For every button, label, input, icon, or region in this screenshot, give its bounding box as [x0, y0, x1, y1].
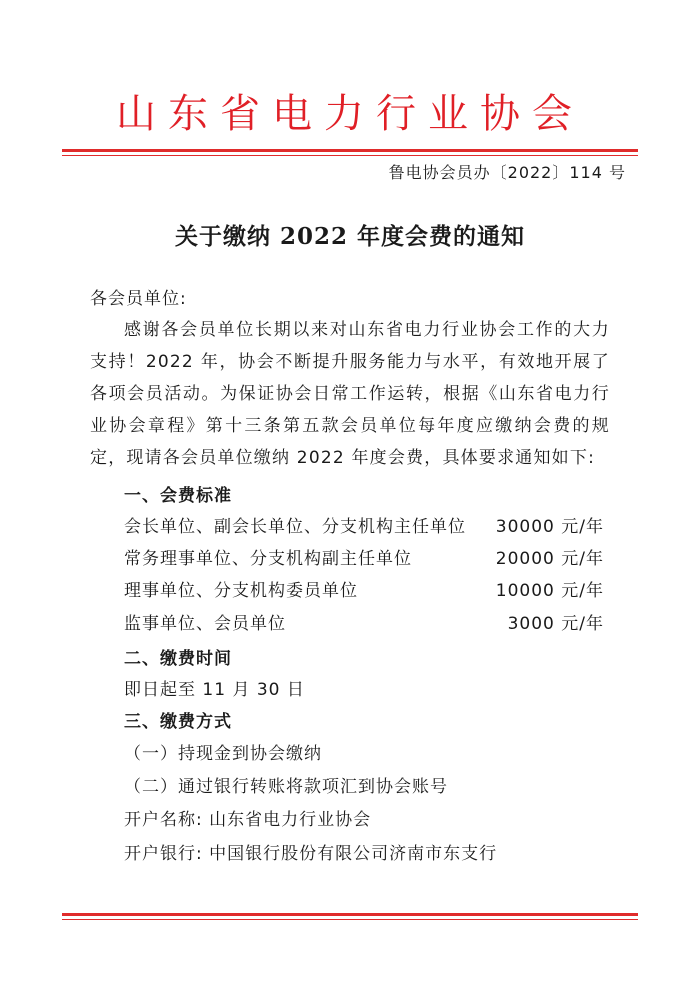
fee-amount: 10000 元/年 — [495, 581, 604, 601]
fee-category: 会长单位、副会长单位、分支机构主任单位 — [124, 517, 466, 537]
intro-paragraph — [90, 314, 610, 474]
fee-category: 监事单位、会员单位 — [124, 614, 286, 634]
letterhead-rule-thick — [62, 149, 638, 152]
footer-rule-thick — [62, 913, 638, 916]
notice-title: 关于缴纳 2022 年度会费的通知 — [174, 223, 526, 250]
fee-row — [124, 577, 604, 605]
footer-rule-thin — [62, 919, 638, 920]
intro-text: 感谢各会员单位长期以来对山东省电力行业协会工作的大力支持！2022 年，协会不断提升服务能力与水平，有效地开展了各项会员活动。为保证协会日常工作运转，根据《山东省电力行业协会章程》第十三条第五款会员单位每年度应缴纳会费的规定，现请各会员单位缴纳 2022 年度会费，具体要求通知如下: — [90, 320, 610, 468]
letterhead-rule-thin — [62, 155, 638, 156]
account-name: 开户名称: 山东省电力行业协会 — [124, 810, 372, 830]
payment-time-heading: 二、缴费时间 — [124, 649, 232, 669]
salutation: 各会员单位: — [90, 289, 187, 309]
payment-option-cash: （一）持现金到协会缴纳 — [124, 744, 322, 764]
fee-row — [124, 545, 604, 573]
fee-category: 理事单位、分支机构委员单位 — [124, 581, 358, 601]
fee-category: 常务理事单位、分支机构副主任单位 — [124, 549, 412, 569]
fee-standards-heading: 一、会费标准 — [124, 486, 232, 506]
payment-time-text: 即日起至 11 月 30 日 — [124, 680, 305, 700]
fee-amount: 3000 元/年 — [507, 614, 604, 634]
account-bank: 开户银行: 中国银行股份有限公司济南市东支行 — [124, 844, 498, 864]
payment-method-heading: 三、缴费方式 — [124, 712, 232, 732]
letterhead-org-name: 山东省电力行业协会 — [116, 91, 584, 137]
fee-amount: 20000 元/年 — [495, 549, 604, 569]
fee-row — [124, 513, 604, 541]
payment-option-transfer: （二）通过银行转账将款项汇到协会账号 — [124, 777, 448, 797]
document-number: 鲁电协会员办〔2022〕114 号 — [388, 163, 626, 182]
fee-amount: 30000 元/年 — [495, 517, 604, 537]
fee-row — [124, 610, 604, 638]
